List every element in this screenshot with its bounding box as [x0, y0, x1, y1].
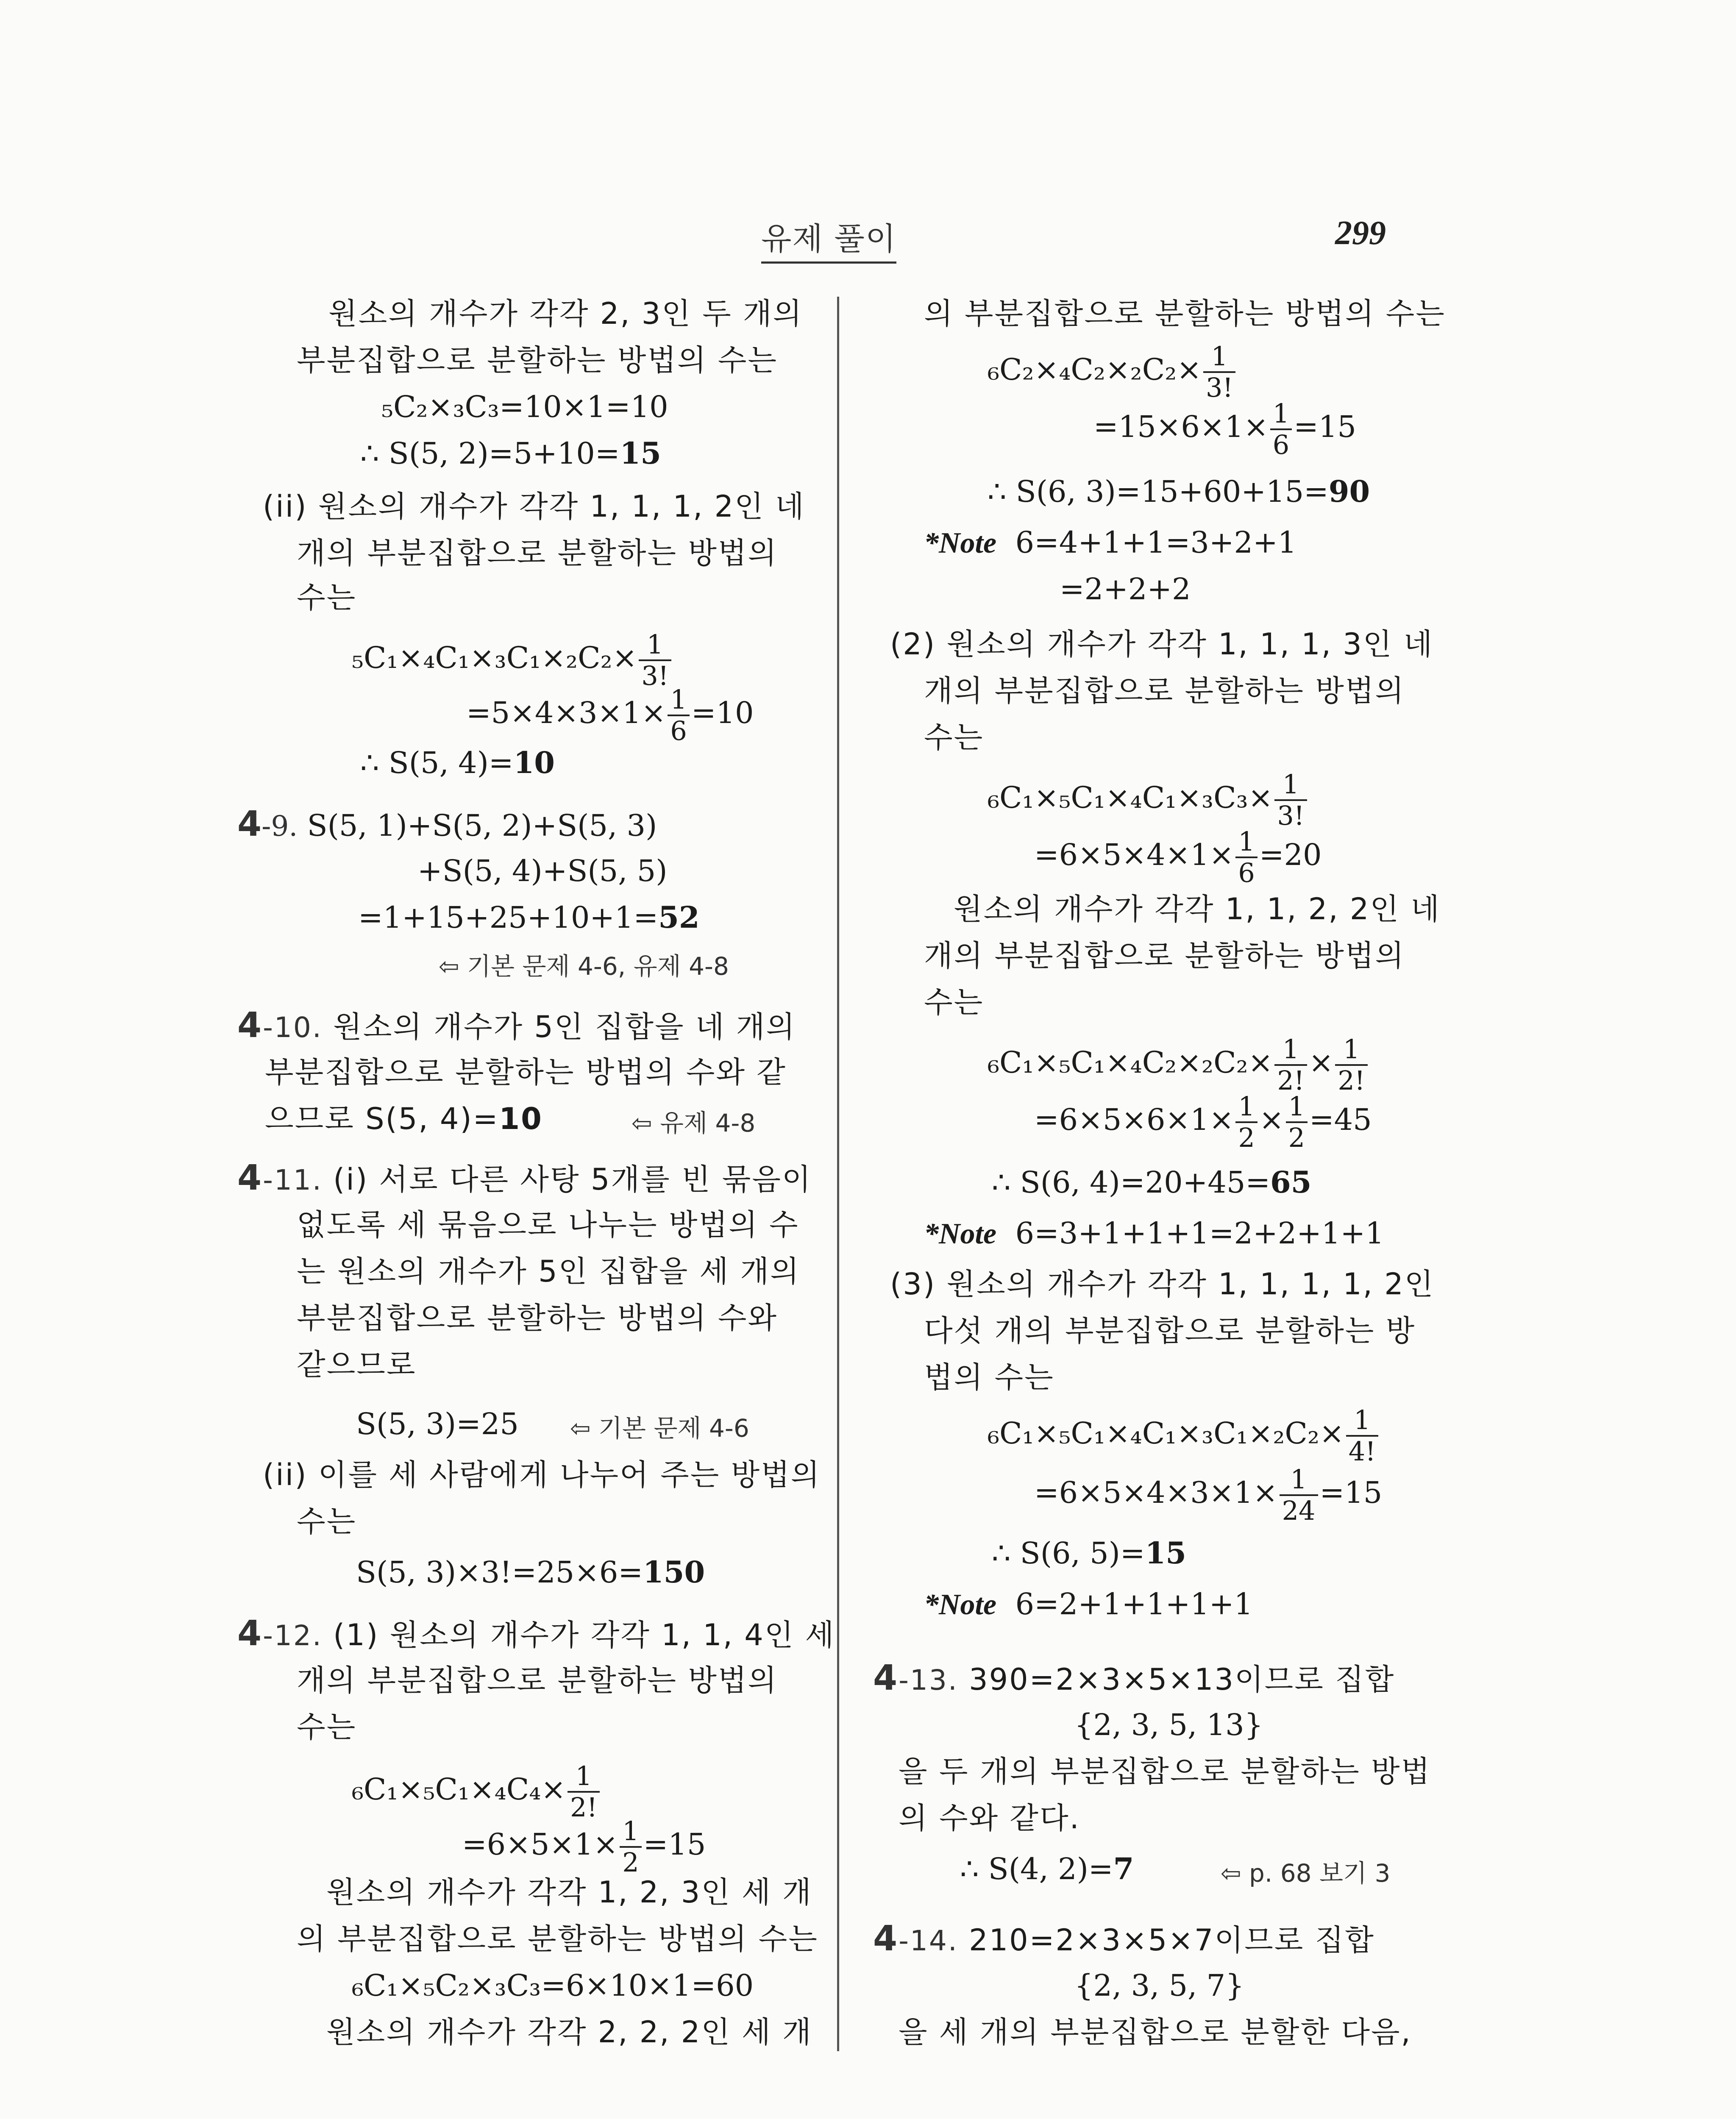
text-line: 같으므로 — [297, 1347, 417, 1382]
text-line: (2) 원소의 개수가 각각 1, 1, 1, 3인 네 — [890, 627, 1434, 662]
text-line: 원소의 개수가 각각 1, 2, 3인 세 개 — [326, 1875, 812, 1910]
column-divider — [837, 297, 839, 2051]
problem-4-11: 4-11. (i) 서로 다른 사탕 5개를 빈 묶음이 — [237, 1158, 812, 1198]
text-line: 을 두 개의 부분집합으로 분할하는 방법 — [899, 1754, 1431, 1789]
problem-4-9: 4-9. S(5, 1)+S(5, 2)+S(5, 3) — [237, 804, 657, 844]
fraction: $\frac{1}{2!}$ — [1335, 1036, 1367, 1094]
text-line: 원소의 개수가 각각 1, 1, 2, 2인 네 — [954, 892, 1441, 926]
text-line: 수는 — [297, 1710, 357, 1744]
formula-line: =5×4×3×1× $\frac{1}{6}$ =10 — [466, 684, 754, 746]
fraction: $\frac{1}{2}$ — [1286, 1093, 1308, 1151]
text-line: (3) 원소의 개수가 각각 1, 1, 1, 1, 2인 — [890, 1267, 1435, 1301]
page-number: 299 — [1335, 214, 1386, 252]
formula-line: ∴ S(6, 5)=15 — [992, 1535, 1187, 1571]
text-line: 개의 부분집합으로 분할하는 방법의 — [924, 673, 1405, 708]
note-line: =2+2+2 — [1060, 572, 1191, 606]
formula-line: ∴ S(6, 3)=15+60+15=90 — [988, 474, 1370, 509]
fraction: $\frac{1}{6}$ — [668, 687, 689, 744]
formula-line: ∴ S(6, 4)=20+45=65 — [992, 1165, 1312, 1200]
reference: ⇦ 기본 문제 4-6 — [570, 1414, 749, 1443]
reference: ⇦ 유제 4-8 — [632, 1109, 756, 1137]
text-line: 으므로 S(5, 4)=10 — [265, 1101, 543, 1136]
text-line: 원소의 개수가 각각 2, 2, 2인 세 개 — [326, 2015, 812, 2049]
text-line: 부분집합으로 분할하는 방법의 수와 — [297, 1301, 778, 1335]
answer: 15 — [1145, 1535, 1187, 1571]
text-line: 수는 — [924, 985, 984, 1020]
answer: 65 — [1270, 1165, 1312, 1200]
fraction: $\frac{1}{6}$ — [1270, 400, 1292, 458]
formula-line: =6×5×4×3×1× $\frac{1}{24}$ =15 — [1034, 1464, 1383, 1526]
text-line: 다섯 개의 부분집합으로 분할하는 방 — [924, 1313, 1416, 1348]
text-line: (ii) 원소의 개수가 각각 1, 1, 1, 2인 네 — [263, 489, 805, 524]
problem-4-13: 4-13. 390=2×3×5×13이므로 집합 — [873, 1658, 1395, 1698]
formula-line: =1+15+25+10+1=52 — [358, 900, 700, 935]
text-line: 부분집합으로 분할하는 방법의 수는 — [297, 343, 778, 378]
answer: 7 — [1113, 1851, 1134, 1886]
text-line: 법의 수는 — [924, 1360, 1054, 1395]
answer: 150 — [643, 1554, 705, 1590]
formula-line: ∴ S(5, 2)=5+10=15 — [360, 436, 661, 471]
formula-line: =6×5×4×1× $\frac{1}{6}$ =20 — [1034, 826, 1322, 888]
formula-line: {2, 3, 5, 13} — [1074, 1707, 1263, 1742]
text-line: (ii) 이를 세 사람에게 나누어 주는 방법의 — [263, 1457, 821, 1492]
text-line: 을 세 개의 부분집합으로 분할한 다음, — [899, 2015, 1412, 2049]
problem-4-14: 4-14. 210=2×3×5×7이므로 집합 — [873, 1919, 1375, 1959]
answer: 90 — [1328, 474, 1370, 509]
fraction: $\frac{1}{2}$ — [1235, 1093, 1257, 1151]
formula-line: ₆C₂×₄C₂×₂C₂× $\frac{1}{3!}$ — [988, 343, 1237, 401]
text-line: 원소의 개수가 각각 2, 3인 두 개의 — [328, 296, 803, 331]
answer: 10 — [513, 745, 555, 780]
problem-4-12: 4-12. (1) 원소의 개수가 각각 1, 1, 4인 세 — [237, 1613, 835, 1654]
formula-line: ₅C₁×₄C₁×₃C₁×₂C₂× $\frac{1}{3!}$ — [352, 631, 673, 689]
formula-line: =6×5×6×1× $\frac{1}{2}$ × $\frac{1}{2}$ =45 — [1034, 1091, 1372, 1153]
section-title: 유제 풀이 — [761, 214, 896, 264]
formula-line: ₆C₁×₅C₁×₄C₁×₃C₃× $\frac{1}{3!}$ — [988, 771, 1309, 829]
text-line: 의 부분집합으로 분할하는 방법의 수는 — [924, 296, 1446, 331]
text-line: 수는 — [297, 1504, 357, 1539]
formula-line: =6×5×1× $\frac{1}{2}$ =15 — [462, 1816, 706, 1878]
text-line: 수는 — [924, 720, 984, 755]
answer: 52 — [658, 900, 700, 935]
fraction: $\frac{1}{2!}$ — [1274, 1036, 1307, 1094]
formula-line: {2, 3, 5, 7} — [1074, 1968, 1244, 2003]
note-line: *Note 6=4+1+1=3+2+1 — [924, 525, 1297, 560]
formula-line: S(5, 3)=25 — [356, 1407, 519, 1441]
answer: 10 — [499, 1101, 543, 1136]
formula-line: ∴ S(5, 4)=10 — [360, 745, 555, 780]
formula-line: ₆C₁×₅C₁×₄C₄× $\frac{1}{2!}$ — [352, 1763, 601, 1821]
fraction: $\frac{1}{2!}$ — [568, 1763, 600, 1821]
note-line: *Note 6=2+1+1+1+1 — [924, 1587, 1253, 1621]
answer: 15 — [620, 436, 661, 471]
problem-4-10: 4-10. 원소의 개수가 5인 집합을 네 개의 — [237, 1005, 796, 1046]
formula-line: ∴ S(4, 2)=7 — [960, 1851, 1134, 1886]
text-line: 는 원소의 개수가 5인 집합을 세 개의 — [297, 1254, 800, 1289]
formula-line: ₆C₁×₅C₁×₄C₂×₂C₂× $\frac{1}{2!}$ × $\frac{1}{2!}$ — [988, 1036, 1369, 1094]
text-line: 없도록 세 묶음으로 나누는 방법의 수 — [297, 1207, 799, 1242]
fraction: $\frac{1}{3!}$ — [1274, 771, 1307, 829]
formula-line: S(5, 3)×3!=25×6=150 — [356, 1554, 705, 1590]
formula-line: =15×6×1× $\frac{1}{6}$ =15 — [1093, 398, 1356, 460]
text-line: 의 수와 같다. — [899, 1801, 1080, 1835]
text-line: 개의 부분집합으로 분할하는 방법의 — [297, 1663, 778, 1698]
fraction: $\frac{1}{4!}$ — [1346, 1407, 1378, 1465]
text-line: 개의 부분집합으로 분할하는 방법의 — [297, 536, 778, 570]
text-line: 부분집합으로 분할하는 방법의 수와 같 — [265, 1055, 787, 1090]
formula-line: ₆C₁×₅C₁×₄C₁×₃C₁×₂C₂× $\frac{1}{4!}$ — [988, 1407, 1380, 1465]
formula-line: ₅C₂×₃C₃=10×1=10 — [381, 389, 668, 424]
fraction: $\frac{1}{3!}$ — [639, 631, 671, 689]
fraction: $\frac{1}{24}$ — [1280, 1466, 1318, 1524]
fraction: $\frac{1}{3!}$ — [1203, 343, 1235, 401]
fraction: $\frac{1}{6}$ — [1235, 829, 1257, 886]
reference: ⇦ p. 68 보기 3 — [1221, 1859, 1391, 1888]
text-line: 수는 — [297, 580, 357, 615]
formula-line: +S(5, 4)+S(5, 5) — [417, 854, 668, 888]
text-line: 개의 부분집합으로 분할하는 방법의 — [924, 938, 1405, 973]
fraction: $\frac{1}{2}$ — [620, 1818, 641, 1876]
text-line: 의 부분집합으로 분할하는 방법의 수는 — [297, 1922, 818, 1956]
formula-line: ₆C₁×₅C₂×₃C₃=6×10×1=60 — [352, 1968, 754, 2003]
note-line: *Note 6=3+1+1+1=2+2+1+1 — [924, 1216, 1384, 1251]
reference: ⇦ 기본 문제 4-6, 유제 4-8 — [439, 952, 729, 981]
